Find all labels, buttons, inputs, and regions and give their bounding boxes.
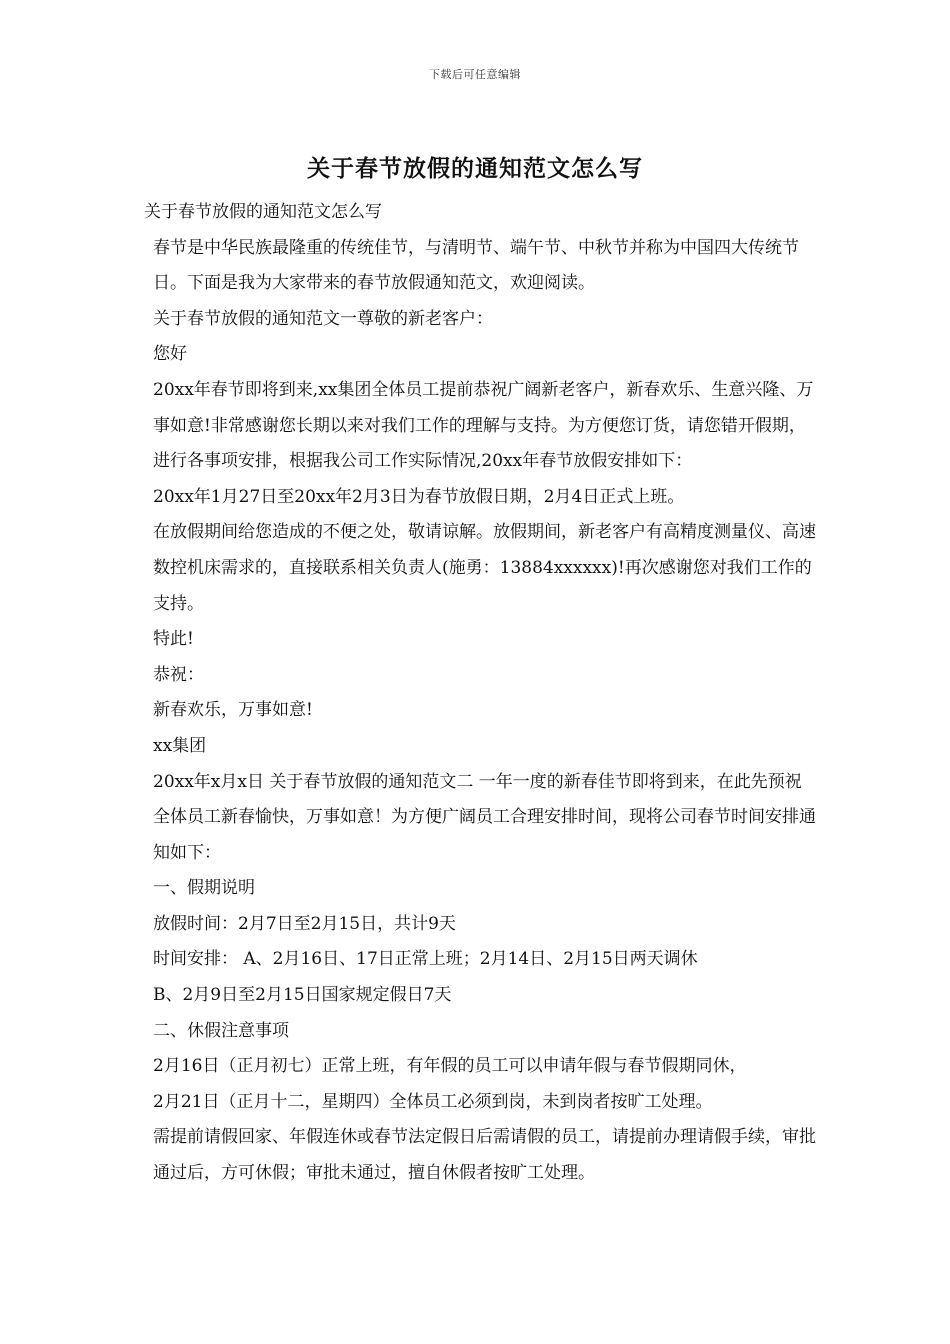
- paragraph: 关于春节放假的通知范文一尊敬的新老客户：: [153, 308, 493, 329]
- paragraph: 新春欢乐，万事如意!: [153, 700, 313, 721]
- paragraph: 时间安排： A、2月16日、17日正常上班；2月14日、2月15日两天调休: [153, 949, 698, 970]
- paragraph: xx集团: [153, 735, 207, 756]
- paragraph: 需提前请假回家、年假连休或春节法定假日后需请假的员工，请提前办理请假手续，审批通过后，方可休假；审批未通过，擅自休假者按旷工处理。: [153, 1127, 816, 1184]
- paragraph: 20xx年春节即将到来,xx集团全体员工提前恭祝广阔新老客户，新春欢乐、生意兴隆、万事如意!非常感谢您长期以来对我们工作的理解与支持。为方便您订货，请您错开假期，进行各事项安排，根据我公司工作实际情况,20xx年春节放假安排如下：: [153, 379, 814, 472]
- paragraph: 一、假期说明: [153, 878, 255, 899]
- paragraph: 恭祝：: [153, 664, 204, 685]
- document-title: 关于春节放假的通知范文怎么写: [307, 155, 643, 182]
- paragraph: 关于春节放假的通知范文怎么写: [144, 202, 382, 222]
- paragraph: 特此!: [153, 629, 194, 650]
- header-note: 下载后可任意编辑: [429, 68, 521, 81]
- paragraph: 20xx年1月27日至20xx年2月3日为春节放假日期，2月4日正式上班。: [153, 486, 685, 507]
- paragraph: 二、休假注意事项: [153, 1020, 289, 1041]
- paragraph: 春节是中华民族最隆重的传统佳节，与清明节、端午节、中秋节并称为中国四大传统节日。下面是我为大家带来的春节放假通知范文，欢迎阅读。: [153, 237, 799, 294]
- paragraph: B、2月9日至2月15日国家规定假日7天: [153, 985, 452, 1006]
- document-body: [144, 195, 816, 1192]
- paragraph: 2月21日（正月十二，星期四）全体员工必须到岗，未到岗者按旷工处理。: [153, 1091, 713, 1112]
- paragraph: 在放假期间给您造成的不便之处，敬请谅解。放假期间，新老客户有高精度测量仪、高速数控机床需求的，直接联系相关负责人(施勇：13884xxxxxx)!再次感谢您对我们工作的支持。: [153, 522, 816, 614]
- paragraph: 2月16日（正月初七）正常上班，有年假的员工可以申请年假与春节假期同休，: [153, 1056, 747, 1077]
- paragraph: 您好: [153, 344, 187, 365]
- paragraph: 20xx年x月x日 关于春节放假的通知范文二 一年一度的新春佳节即将到来，在此先预祝全体员工新春愉快，万事如意！为方便广阔员工合理安排时间，现将公司春节时间安排通知如下：: [153, 771, 816, 863]
- paragraph: 放假时间：2月7日至2月15日，共计9天: [153, 913, 456, 934]
